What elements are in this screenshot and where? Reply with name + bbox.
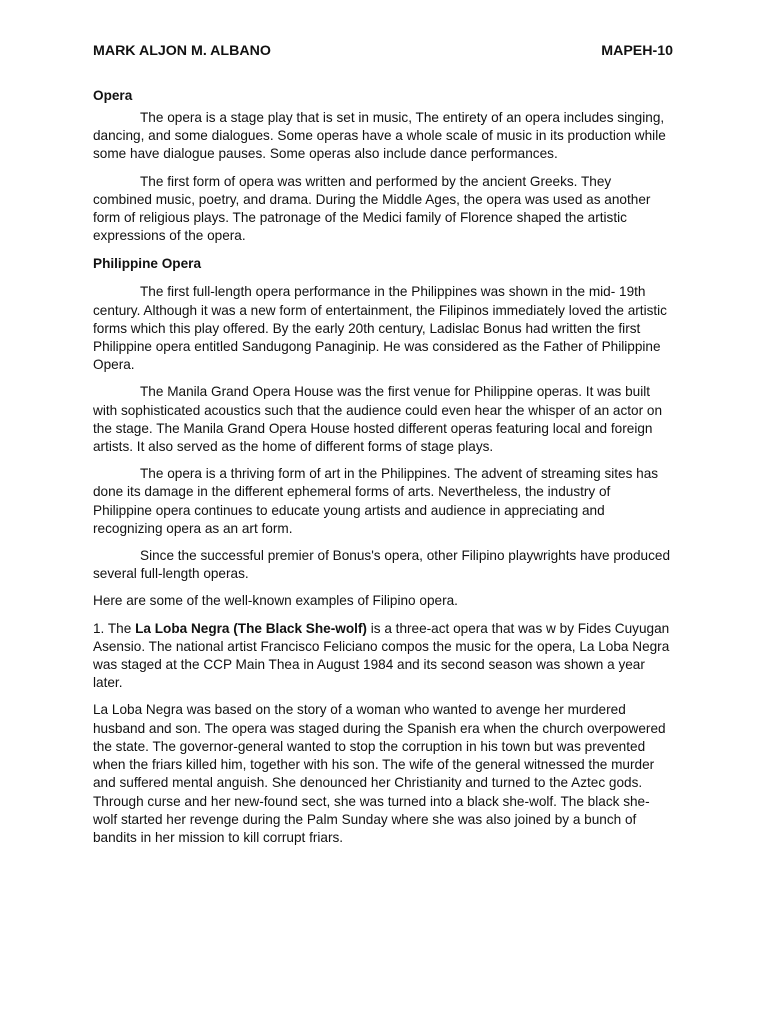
paragraph-philippine-1: The first full-length opera performance in the Philippines was shown in the mid- 19th century. Although it was a new form of entertainment, the Filipinos immediately loved the artistic forms which this play offered. By the early 20th century, Ladislac Bonus had written the first Philippine opera entitled Sandugong Panaginip. He was considered as the Father of Philippine Opera. [93, 284, 667, 373]
paragraph-examples-intro: Here are some of the well-known examples of Filipino opera. [93, 593, 458, 609]
paragraph-example-1 [93, 620, 673, 693]
example-1-title: La Loba Negra (The Black She-wolf) [135, 620, 367, 636]
paragraph-philippine-2: The Manila Grand Opera House was the first venue for Philippine operas. It was built with sophisticated acoustics such that the audience could even hear the whisper of an actor on the stage. The Manila Grand Opera House hosted different operas featuring local and foreign artists. It also served as the home of different forms of stage plays. [93, 384, 663, 455]
section-heading-opera: Opera [93, 88, 133, 103]
document-body [93, 40, 673, 856]
paragraph-philippine-3: The opera is a thriving form of art in the Philippines. The advent of streaming sites has done its damage in the different ephemeral forms of arts. Nevertheless, the industry of Philippine opera continues to educate young artists and audience in appreciating and recognizing opera as an art form. [93, 466, 659, 536]
subject-code: MAPEH-10 [601, 43, 673, 59]
paragraph-philippine-4: Since the successful premier of Bonus's opera, other Filipino playwrights have produced several full-length operas. [93, 548, 671, 582]
paragraph-opera-1: The opera is a stage play that is set in music, The entirety of an opera includes singing, dancing, and some dialogues. Some operas have a whole scale of music in its production while some have dialogue pauses. Some operas also include dance performances. [93, 110, 666, 162]
example-1-number: 1. The [93, 620, 136, 636]
document-header [93, 40, 673, 62]
paragraph-example-1-story: La Loba Negra was based on the story of a woman who wanted to avenge her murdered husband and son. The opera was staged during the Spanish era when the church overpowered the state. The governor-general wanted to stop the corruption in his town but was prevented when the friars killed him, together with his son. The wife of the general witnessed the murder and suffered mental anguish. She denounced her Christianity and turned to the Aztec gods. Through curse and her new-found sect, she was turned into a black she-wolf. The black she-wolf started her revenge during the Palm Sunday where she was also joined by a bunch of bandits in her mission to kill corrupt friars. [93, 702, 666, 845]
paragraph-opera-2: The first form of opera was written and performed by the ancient Greeks. They combined music, poetry, and drama. During the Middle Ages, the opera was used as another form of religious plays. The patronage of the Medici family of Florence shaped the artistic expressions of the opera. [93, 173, 651, 244]
example-1-text: is a three-act opera that was w by Fides Cuyugan Asensio. The national artist Francisco Feliciano compos the music for the opera, La Loba Negra was staged at the CCP Main Thea in August 1984 and its second season was shown a year later. [93, 620, 670, 691]
author-name: MARK ALJON M. ALBANO [93, 43, 271, 59]
section-heading-philippine-opera: Philippine Opera [93, 256, 202, 272]
